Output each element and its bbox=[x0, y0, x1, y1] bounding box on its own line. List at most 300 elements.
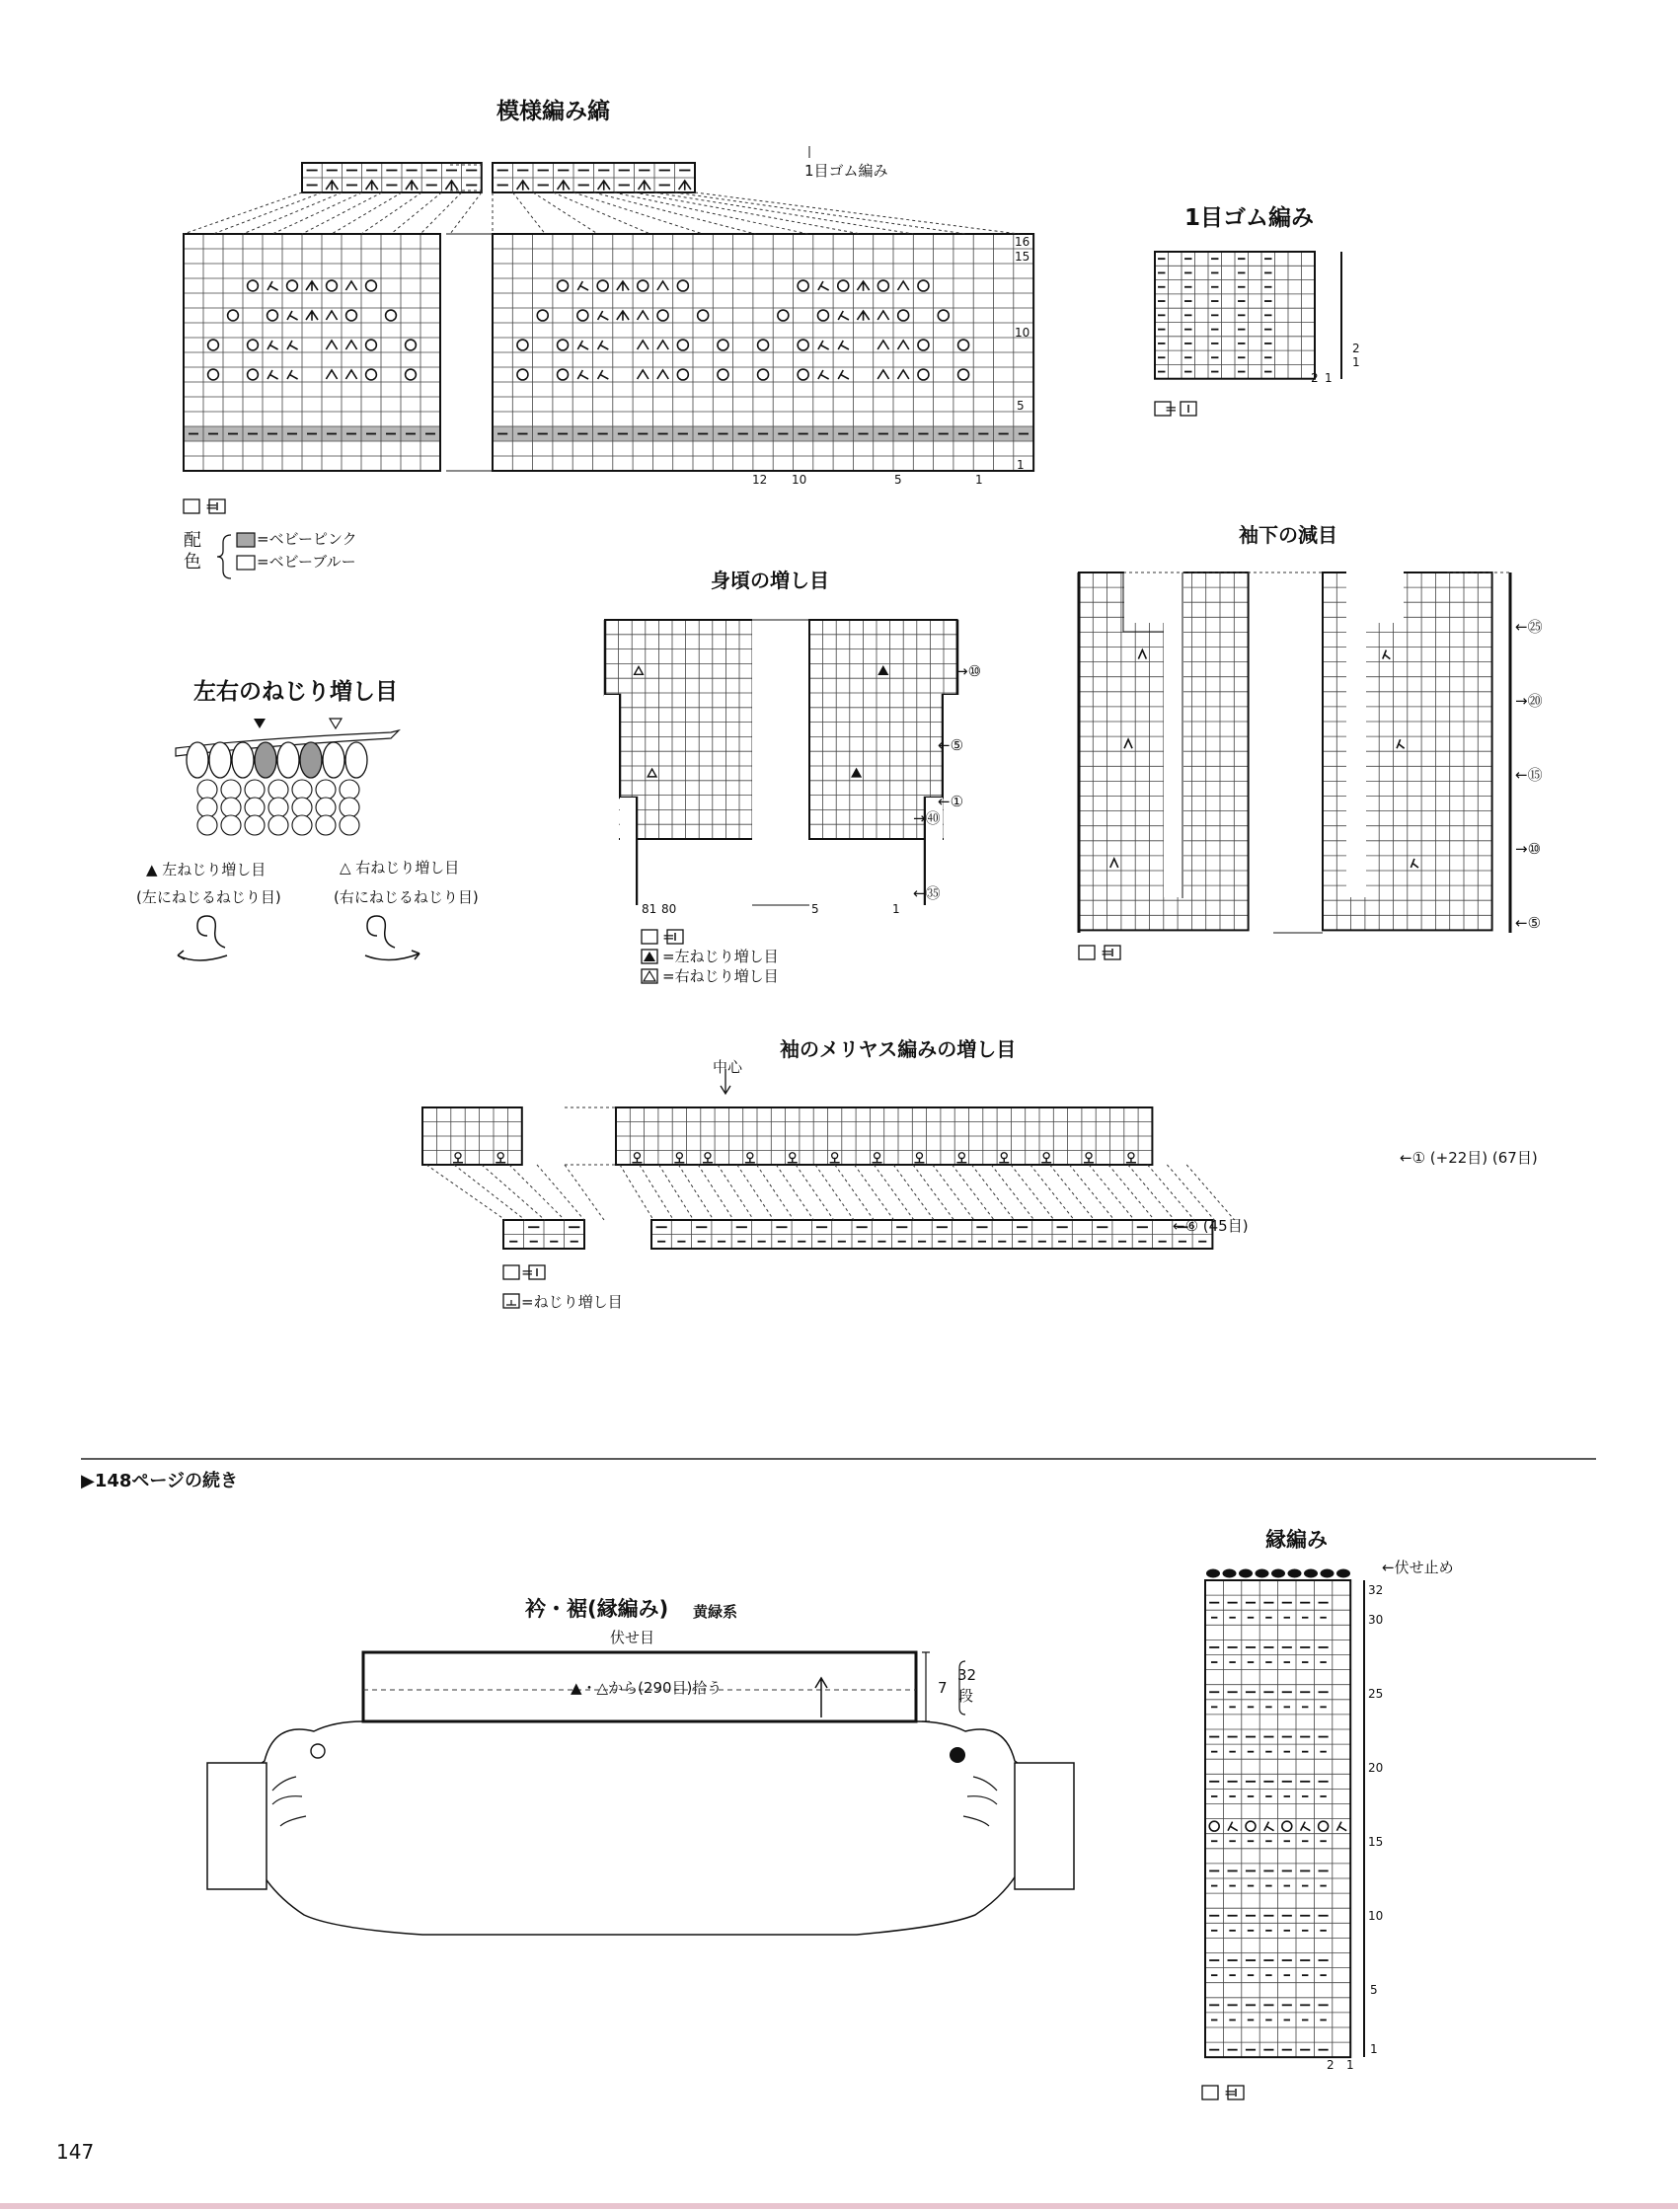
center-double-decrease-mark bbox=[306, 281, 318, 291]
rib-chart bbox=[1155, 252, 1315, 379]
sleeve-inc-base-left bbox=[503, 1220, 584, 1249]
edge-title: 縁編み bbox=[1265, 1528, 1328, 1552]
yarn-over-mark bbox=[638, 280, 648, 291]
guide-line bbox=[594, 192, 756, 234]
guide-line bbox=[737, 1165, 774, 1220]
yarn-over-mark bbox=[918, 340, 929, 350]
guide-line bbox=[482, 1165, 545, 1220]
bind-off-mark bbox=[1336, 1569, 1350, 1578]
edge-col-label-1: 1 bbox=[1346, 2058, 1354, 2072]
right-decrease-mark bbox=[657, 370, 668, 379]
sleeve-mask bbox=[1346, 622, 1366, 897]
edge-col-label-2: 2 bbox=[1327, 2058, 1335, 2072]
left-decrease-mark bbox=[267, 370, 278, 379]
body-col-label-1: 1 bbox=[892, 902, 900, 916]
center-double-decrease-mark bbox=[558, 181, 570, 191]
twist-right-label: △ 右ねじり増し目 bbox=[340, 859, 460, 877]
right-decrease-mark bbox=[877, 341, 888, 349]
yarn-over-mark bbox=[898, 310, 909, 321]
guide-line bbox=[874, 1165, 914, 1220]
yarn-over-mark bbox=[366, 340, 377, 350]
guide-line bbox=[554, 192, 650, 234]
right-decrease-mark bbox=[326, 370, 337, 379]
guide-line bbox=[698, 1165, 733, 1220]
stitch-loop bbox=[221, 798, 241, 817]
guide-line bbox=[913, 1165, 954, 1220]
guide-line bbox=[1069, 1165, 1114, 1220]
twist-left-note: (左にねじるねじり目) bbox=[136, 888, 281, 906]
yarn-over-mark bbox=[248, 280, 259, 291]
sleeve-row-label-5: ←⑤ bbox=[1515, 914, 1542, 932]
guide-line bbox=[1030, 1165, 1075, 1220]
right-twist-increase-mark bbox=[635, 666, 644, 674]
yarn-over-mark bbox=[677, 280, 688, 291]
stitch-loop bbox=[255, 742, 276, 778]
stitch-loop bbox=[197, 780, 217, 800]
edge-legend-eq: = bbox=[1224, 2084, 1237, 2101]
left-decrease-mark bbox=[838, 370, 849, 379]
yarn-over-mark bbox=[778, 310, 789, 321]
bind-off-mark bbox=[1256, 1569, 1269, 1578]
stitch-loop bbox=[316, 798, 336, 817]
yarn-over-mark bbox=[1246, 1821, 1256, 1831]
left-decrease-mark bbox=[838, 311, 849, 320]
legend-box bbox=[1079, 946, 1095, 959]
left-decrease-mark bbox=[1264, 1822, 1274, 1831]
yarn-over-mark bbox=[798, 340, 808, 350]
left-decrease-mark bbox=[818, 281, 829, 290]
yarn-over-mark bbox=[366, 369, 377, 380]
left-decrease-mark bbox=[267, 281, 278, 290]
body-col-label-81: 81 bbox=[642, 902, 657, 916]
chart-symbols bbox=[189, 171, 1418, 2050]
twist-right-note: (右にねじるねじり目) bbox=[334, 888, 479, 906]
yarn-over-mark bbox=[346, 310, 357, 321]
left-decrease-mark bbox=[598, 341, 609, 349]
center-double-decrease-mark bbox=[617, 311, 629, 321]
rib-row-label-1: 1 bbox=[1352, 355, 1360, 369]
twist-illustration bbox=[176, 719, 420, 960]
guide-line bbox=[614, 192, 808, 234]
sleeve-gap bbox=[1273, 572, 1322, 935]
left-decrease-mark bbox=[577, 281, 588, 290]
right-decrease-mark bbox=[1138, 650, 1146, 659]
edge-row-label-10: 10 bbox=[1368, 1909, 1384, 1923]
body-legend-left: =左ねじり増し目 bbox=[662, 948, 779, 965]
left-decrease-mark bbox=[818, 341, 829, 349]
yarn-over-mark bbox=[798, 280, 808, 291]
stripe-row-label-16: 16 bbox=[1015, 235, 1030, 249]
collar-bind-label: 伏せ目 bbox=[610, 1629, 655, 1646]
guide-line bbox=[659, 1165, 694, 1220]
yarn-over-mark bbox=[406, 369, 417, 380]
collar-pickup-label: ▲・△から(290目)拾う bbox=[571, 1679, 723, 1697]
right-twist-icon bbox=[365, 916, 420, 960]
edge-row-label-25: 25 bbox=[1368, 1687, 1384, 1701]
sleeve-row-label-20: →⑳ bbox=[1515, 692, 1543, 710]
collar-height-mark bbox=[922, 1652, 930, 1721]
color-scheme-label: 配色 bbox=[184, 530, 201, 572]
guide-line bbox=[537, 1165, 584, 1220]
sleeve-inc-row1: ←① (+22目) (67目) bbox=[1400, 1149, 1538, 1167]
stripe-col-label-12: 12 bbox=[752, 473, 768, 487]
yarn-over-mark bbox=[758, 369, 769, 380]
sleeve-inc-base-right bbox=[651, 1220, 1212, 1249]
right-decrease-mark bbox=[345, 370, 356, 379]
guide-line bbox=[1148, 1165, 1195, 1220]
bind-off-mark bbox=[1206, 1569, 1220, 1578]
guide-line bbox=[1050, 1165, 1095, 1220]
collar-height-num: 7 bbox=[938, 1679, 948, 1697]
bind-off-mark bbox=[1223, 1569, 1237, 1578]
left-decrease-mark bbox=[838, 341, 849, 349]
yarn-over-mark bbox=[597, 280, 608, 291]
yarn-over-mark bbox=[918, 280, 929, 291]
stitch-loop bbox=[221, 780, 241, 800]
body-legend-plain: = bbox=[662, 928, 675, 946]
rib-top-label: 1目ゴム編み bbox=[804, 162, 888, 180]
guide-line bbox=[991, 1165, 1033, 1220]
center-double-decrease-mark bbox=[366, 181, 378, 191]
yarn-over-mark bbox=[1282, 1821, 1292, 1831]
yarn-over-mark bbox=[677, 369, 688, 380]
guide-line bbox=[835, 1165, 875, 1220]
left-decrease-mark bbox=[1411, 859, 1418, 868]
left-decrease-mark bbox=[598, 311, 609, 320]
right-decrease-mark bbox=[657, 281, 668, 290]
left-decrease-mark bbox=[287, 311, 298, 320]
guide-line bbox=[620, 1165, 653, 1220]
stitch-loop bbox=[323, 742, 344, 778]
body-mask bbox=[620, 798, 636, 907]
sleeve-row-label-10: →⑩ bbox=[1515, 840, 1542, 858]
left-pickup-dot bbox=[950, 1747, 965, 1763]
left-decrease-mark bbox=[598, 370, 609, 379]
stitch-loop bbox=[300, 742, 322, 778]
guide-line bbox=[953, 1165, 995, 1220]
stitch-loop bbox=[245, 780, 265, 800]
color-pink-label: =ベビーピンク bbox=[257, 530, 357, 548]
yarn-over-mark bbox=[758, 340, 769, 350]
collar-height-rows: 32 bbox=[957, 1666, 977, 1684]
guide-line bbox=[718, 1165, 754, 1220]
collar-title: 衿・裾(縁編み) bbox=[525, 1597, 669, 1621]
guide-line bbox=[450, 192, 482, 234]
guide-line bbox=[513, 192, 546, 234]
legend-box bbox=[642, 930, 657, 944]
body-row-label-10: →⑩ bbox=[955, 662, 982, 680]
twist-title: 左右のねじり増し目 bbox=[193, 679, 398, 705]
center-double-decrease-mark bbox=[445, 181, 457, 191]
guide-line bbox=[426, 1165, 505, 1220]
guide-line bbox=[243, 192, 342, 234]
legend-box bbox=[1202, 2086, 1218, 2099]
sleeve-inc-title: 袖のメリヤス編みの増し目 bbox=[780, 1037, 1017, 1061]
right-decrease-mark bbox=[638, 370, 648, 379]
yarn-over-mark bbox=[1209, 1821, 1219, 1831]
yarn-over-mark bbox=[718, 340, 728, 350]
left-decrease-mark bbox=[577, 370, 588, 379]
chart-grids bbox=[184, 163, 1492, 2057]
edge-row-label-15: 15 bbox=[1368, 1835, 1384, 1849]
body-row-label-35: ←㉟ bbox=[913, 884, 941, 902]
yarn-over-mark bbox=[938, 310, 949, 321]
right-decrease-mark bbox=[1124, 739, 1132, 748]
guide-line bbox=[1186, 1165, 1235, 1220]
stitch-loop bbox=[292, 815, 312, 835]
yarn-over-mark bbox=[366, 280, 377, 291]
body-gap bbox=[752, 619, 808, 907]
guide-line bbox=[1089, 1165, 1134, 1220]
yarn-over-mark bbox=[537, 310, 548, 321]
yarn-over-mark bbox=[386, 310, 397, 321]
legend-box bbox=[184, 499, 199, 513]
guide-line bbox=[776, 1165, 813, 1220]
guide-line bbox=[533, 192, 598, 234]
yarn-over-mark bbox=[718, 369, 728, 380]
left-decrease-mark bbox=[1301, 1822, 1311, 1831]
body-row-label-5: ←⑤ bbox=[938, 736, 964, 754]
yarn-over-mark bbox=[228, 310, 239, 321]
guide-line bbox=[971, 1165, 1014, 1220]
yarn-over-mark bbox=[208, 340, 219, 350]
yarn-over-mark bbox=[1319, 1821, 1329, 1831]
sleeve-mask bbox=[1164, 622, 1183, 897]
right-decrease-mark bbox=[638, 341, 648, 349]
right-decrease-mark bbox=[897, 370, 908, 379]
guide-line bbox=[695, 192, 1019, 234]
body-row-label-1: ←① bbox=[938, 793, 964, 810]
page-number: 147 bbox=[56, 2140, 95, 2164]
stripe-legend-eq: = bbox=[205, 497, 218, 515]
left-decrease-mark bbox=[1397, 739, 1405, 748]
left-twist-increase-mark bbox=[878, 666, 887, 674]
sleeve-center-label: 中心 bbox=[713, 1058, 743, 1076]
pattern-stripe-title: 模様編み縞 bbox=[496, 99, 610, 124]
right-decrease-mark bbox=[345, 281, 356, 290]
yarn-over-mark bbox=[558, 280, 569, 291]
guide-line bbox=[509, 1165, 565, 1220]
stitch-loop bbox=[340, 815, 359, 835]
collar-height-unit: 段 bbox=[958, 1687, 974, 1705]
center-double-decrease-mark bbox=[857, 281, 869, 291]
stitch-loop bbox=[209, 742, 231, 778]
guide-line bbox=[184, 192, 302, 234]
guide-line bbox=[213, 192, 322, 234]
stripe-col-label-5: 5 bbox=[894, 473, 902, 487]
yarn-over-mark bbox=[267, 310, 278, 321]
continuation-label: ▶148ページの続き bbox=[81, 1471, 239, 1491]
stripe-rib-left bbox=[302, 163, 482, 192]
bind-off-mark bbox=[1271, 1569, 1285, 1578]
stitch-loop bbox=[268, 798, 288, 817]
sleeve-inc-right bbox=[616, 1107, 1152, 1165]
edge-row-label-1: 1 bbox=[1370, 2042, 1378, 2056]
yarn-over-mark bbox=[877, 280, 888, 291]
right-decrease-mark bbox=[326, 311, 337, 320]
left-increase-marker bbox=[254, 719, 266, 728]
yarn-over-mark bbox=[208, 369, 219, 380]
guide-line bbox=[573, 192, 703, 234]
yarn-over-mark bbox=[958, 369, 969, 380]
edge-chart bbox=[1205, 1580, 1350, 2057]
rib-title: 1目ゴム編み bbox=[1184, 205, 1315, 231]
guide-line bbox=[302, 192, 382, 234]
yarn-over-mark bbox=[838, 280, 849, 291]
sleeve-inc-left bbox=[422, 1107, 522, 1165]
sleeve-inc-row2: ←⑥ (45目) bbox=[1173, 1217, 1249, 1235]
rib-legend-eq: = bbox=[1165, 400, 1178, 418]
twist-left-label: ▲ 左ねじり増し目 bbox=[146, 861, 267, 878]
left-twist-icon bbox=[178, 916, 227, 960]
stitch-loop bbox=[197, 798, 217, 817]
left-twist-increase-mark bbox=[852, 769, 861, 777]
center-double-decrease-mark bbox=[326, 181, 338, 191]
center-double-decrease-mark bbox=[517, 181, 529, 191]
guide-line bbox=[454, 1165, 525, 1220]
bind-off-mark bbox=[1304, 1569, 1318, 1578]
sleeve-dec-legend-eq: = bbox=[1101, 944, 1113, 961]
yarn-over-mark bbox=[958, 340, 969, 350]
sleeve-mask bbox=[1124, 572, 1183, 623]
right-decrease-mark bbox=[657, 341, 668, 349]
right-increase-marker bbox=[330, 719, 342, 728]
stripe-col-label-10: 10 bbox=[792, 473, 807, 487]
stitch-loop bbox=[245, 798, 265, 817]
guide-line bbox=[391, 192, 441, 234]
blue-swatch bbox=[237, 556, 255, 570]
right-decrease-mark bbox=[326, 341, 337, 349]
yarn-over-mark bbox=[577, 310, 588, 321]
stripe-col-label-1: 1 bbox=[975, 473, 983, 487]
yarn-over-mark bbox=[918, 369, 929, 380]
yarn-over-mark bbox=[817, 310, 828, 321]
sleeve-mask bbox=[1346, 572, 1404, 623]
left-decrease-mark bbox=[577, 341, 588, 349]
yarn-over-mark bbox=[287, 280, 298, 291]
right-decrease-mark bbox=[1110, 859, 1118, 868]
right-twist-increase-mark bbox=[648, 769, 656, 777]
guide-line bbox=[1108, 1165, 1155, 1220]
yarn-over-mark bbox=[517, 340, 528, 350]
stitch-loop bbox=[345, 742, 367, 778]
yarn-over-mark bbox=[558, 369, 569, 380]
body-mask bbox=[604, 695, 619, 907]
bottom-color-bar bbox=[0, 2203, 1678, 2209]
legend-box bbox=[503, 1265, 519, 1279]
center-double-decrease-mark bbox=[857, 311, 869, 321]
center-double-decrease-mark bbox=[406, 181, 418, 191]
guide-line bbox=[1128, 1165, 1175, 1220]
left-decrease-mark bbox=[287, 370, 298, 379]
stitch-loop bbox=[187, 742, 208, 778]
yarn-over-mark bbox=[558, 340, 569, 350]
bind-off-mark bbox=[1239, 1569, 1253, 1578]
stripe-row-label-5: 5 bbox=[1017, 399, 1025, 413]
stitch-loop bbox=[277, 742, 299, 778]
stitch-loop bbox=[292, 798, 312, 817]
guide-line bbox=[1167, 1165, 1214, 1220]
right-decrease-mark bbox=[877, 311, 888, 320]
right-decrease-mark bbox=[877, 370, 888, 379]
stitch-loop bbox=[316, 815, 336, 835]
edge-bindoff-label: ←伏せ止め bbox=[1382, 1559, 1454, 1576]
right-pickup-dot bbox=[311, 1744, 325, 1758]
yarn-over-mark bbox=[798, 369, 808, 380]
gather-line bbox=[272, 1796, 302, 1804]
edge-row-label-20: 20 bbox=[1368, 1761, 1384, 1775]
left-decrease-mark bbox=[1228, 1822, 1238, 1831]
stripe-main-left bbox=[184, 234, 440, 471]
gather-line bbox=[973, 1777, 997, 1791]
guide-line bbox=[1011, 1165, 1054, 1220]
yarn-over-mark bbox=[248, 369, 259, 380]
guide-line bbox=[640, 1165, 674, 1220]
guide-line bbox=[654, 192, 913, 234]
sleeve-left-grid bbox=[1079, 572, 1249, 930]
stitch-loop bbox=[221, 815, 241, 835]
color-blue-label: =ベビーブルー bbox=[257, 553, 356, 571]
left-decrease-mark bbox=[1383, 650, 1391, 659]
yarn-over-mark bbox=[677, 340, 688, 350]
sleeve-inc-legend-plain: = bbox=[521, 1263, 534, 1281]
stitch-loop bbox=[340, 798, 359, 817]
left-decrease-mark bbox=[818, 370, 829, 379]
center-double-decrease-mark bbox=[639, 181, 650, 191]
right-decrease-mark bbox=[345, 341, 356, 349]
right-decrease-mark bbox=[897, 341, 908, 349]
sleeve-inc-legend-twist: =ねじり増し目 bbox=[521, 1293, 623, 1311]
guide-line bbox=[272, 192, 362, 234]
right-decrease-mark bbox=[897, 281, 908, 290]
bind-off-mark bbox=[1321, 1569, 1335, 1578]
left-decrease-mark bbox=[287, 341, 298, 349]
gather-line bbox=[967, 1796, 997, 1804]
stripe-main-right bbox=[493, 234, 1033, 471]
center-double-decrease-mark bbox=[617, 281, 629, 291]
stitch-loop bbox=[268, 815, 288, 835]
rib-col-label-2: 2 bbox=[1311, 371, 1319, 385]
body-inc-title: 身頃の増し目 bbox=[711, 569, 829, 592]
guide-line bbox=[796, 1165, 834, 1220]
stitch-loop bbox=[245, 815, 265, 835]
stitch-loop bbox=[197, 815, 217, 835]
yarn-over-mark bbox=[406, 340, 417, 350]
yarn-over-mark bbox=[327, 280, 338, 291]
edge-row-label-32: 32 bbox=[1368, 1583, 1384, 1597]
right-decrease-mark bbox=[638, 311, 648, 320]
sleeve-dec-title: 袖下の減目 bbox=[1239, 523, 1337, 547]
body-col-label-80: 80 bbox=[661, 902, 677, 916]
left-cuff bbox=[207, 1763, 267, 1889]
garment-body-outline bbox=[243, 1721, 1037, 1935]
stripe-row-label-15: 15 bbox=[1015, 250, 1030, 264]
body-row-label-40: →㊵ bbox=[913, 809, 941, 827]
gather-line bbox=[963, 1816, 989, 1826]
sleeve-row-label-25: ←㉕ bbox=[1515, 618, 1543, 636]
stitch-loop bbox=[232, 742, 254, 778]
center-double-decrease-mark bbox=[679, 181, 691, 191]
stitch-loop bbox=[316, 780, 336, 800]
rib-row-label-2: 2 bbox=[1352, 342, 1360, 355]
yarn-over-mark bbox=[698, 310, 709, 321]
center-double-decrease-mark bbox=[598, 181, 610, 191]
stitch-loop bbox=[292, 780, 312, 800]
right-cuff bbox=[1015, 1763, 1074, 1889]
bind-off-mark bbox=[1288, 1569, 1302, 1578]
yarn-over-mark bbox=[517, 369, 528, 380]
rib-col-label-1: 1 bbox=[1325, 371, 1333, 385]
